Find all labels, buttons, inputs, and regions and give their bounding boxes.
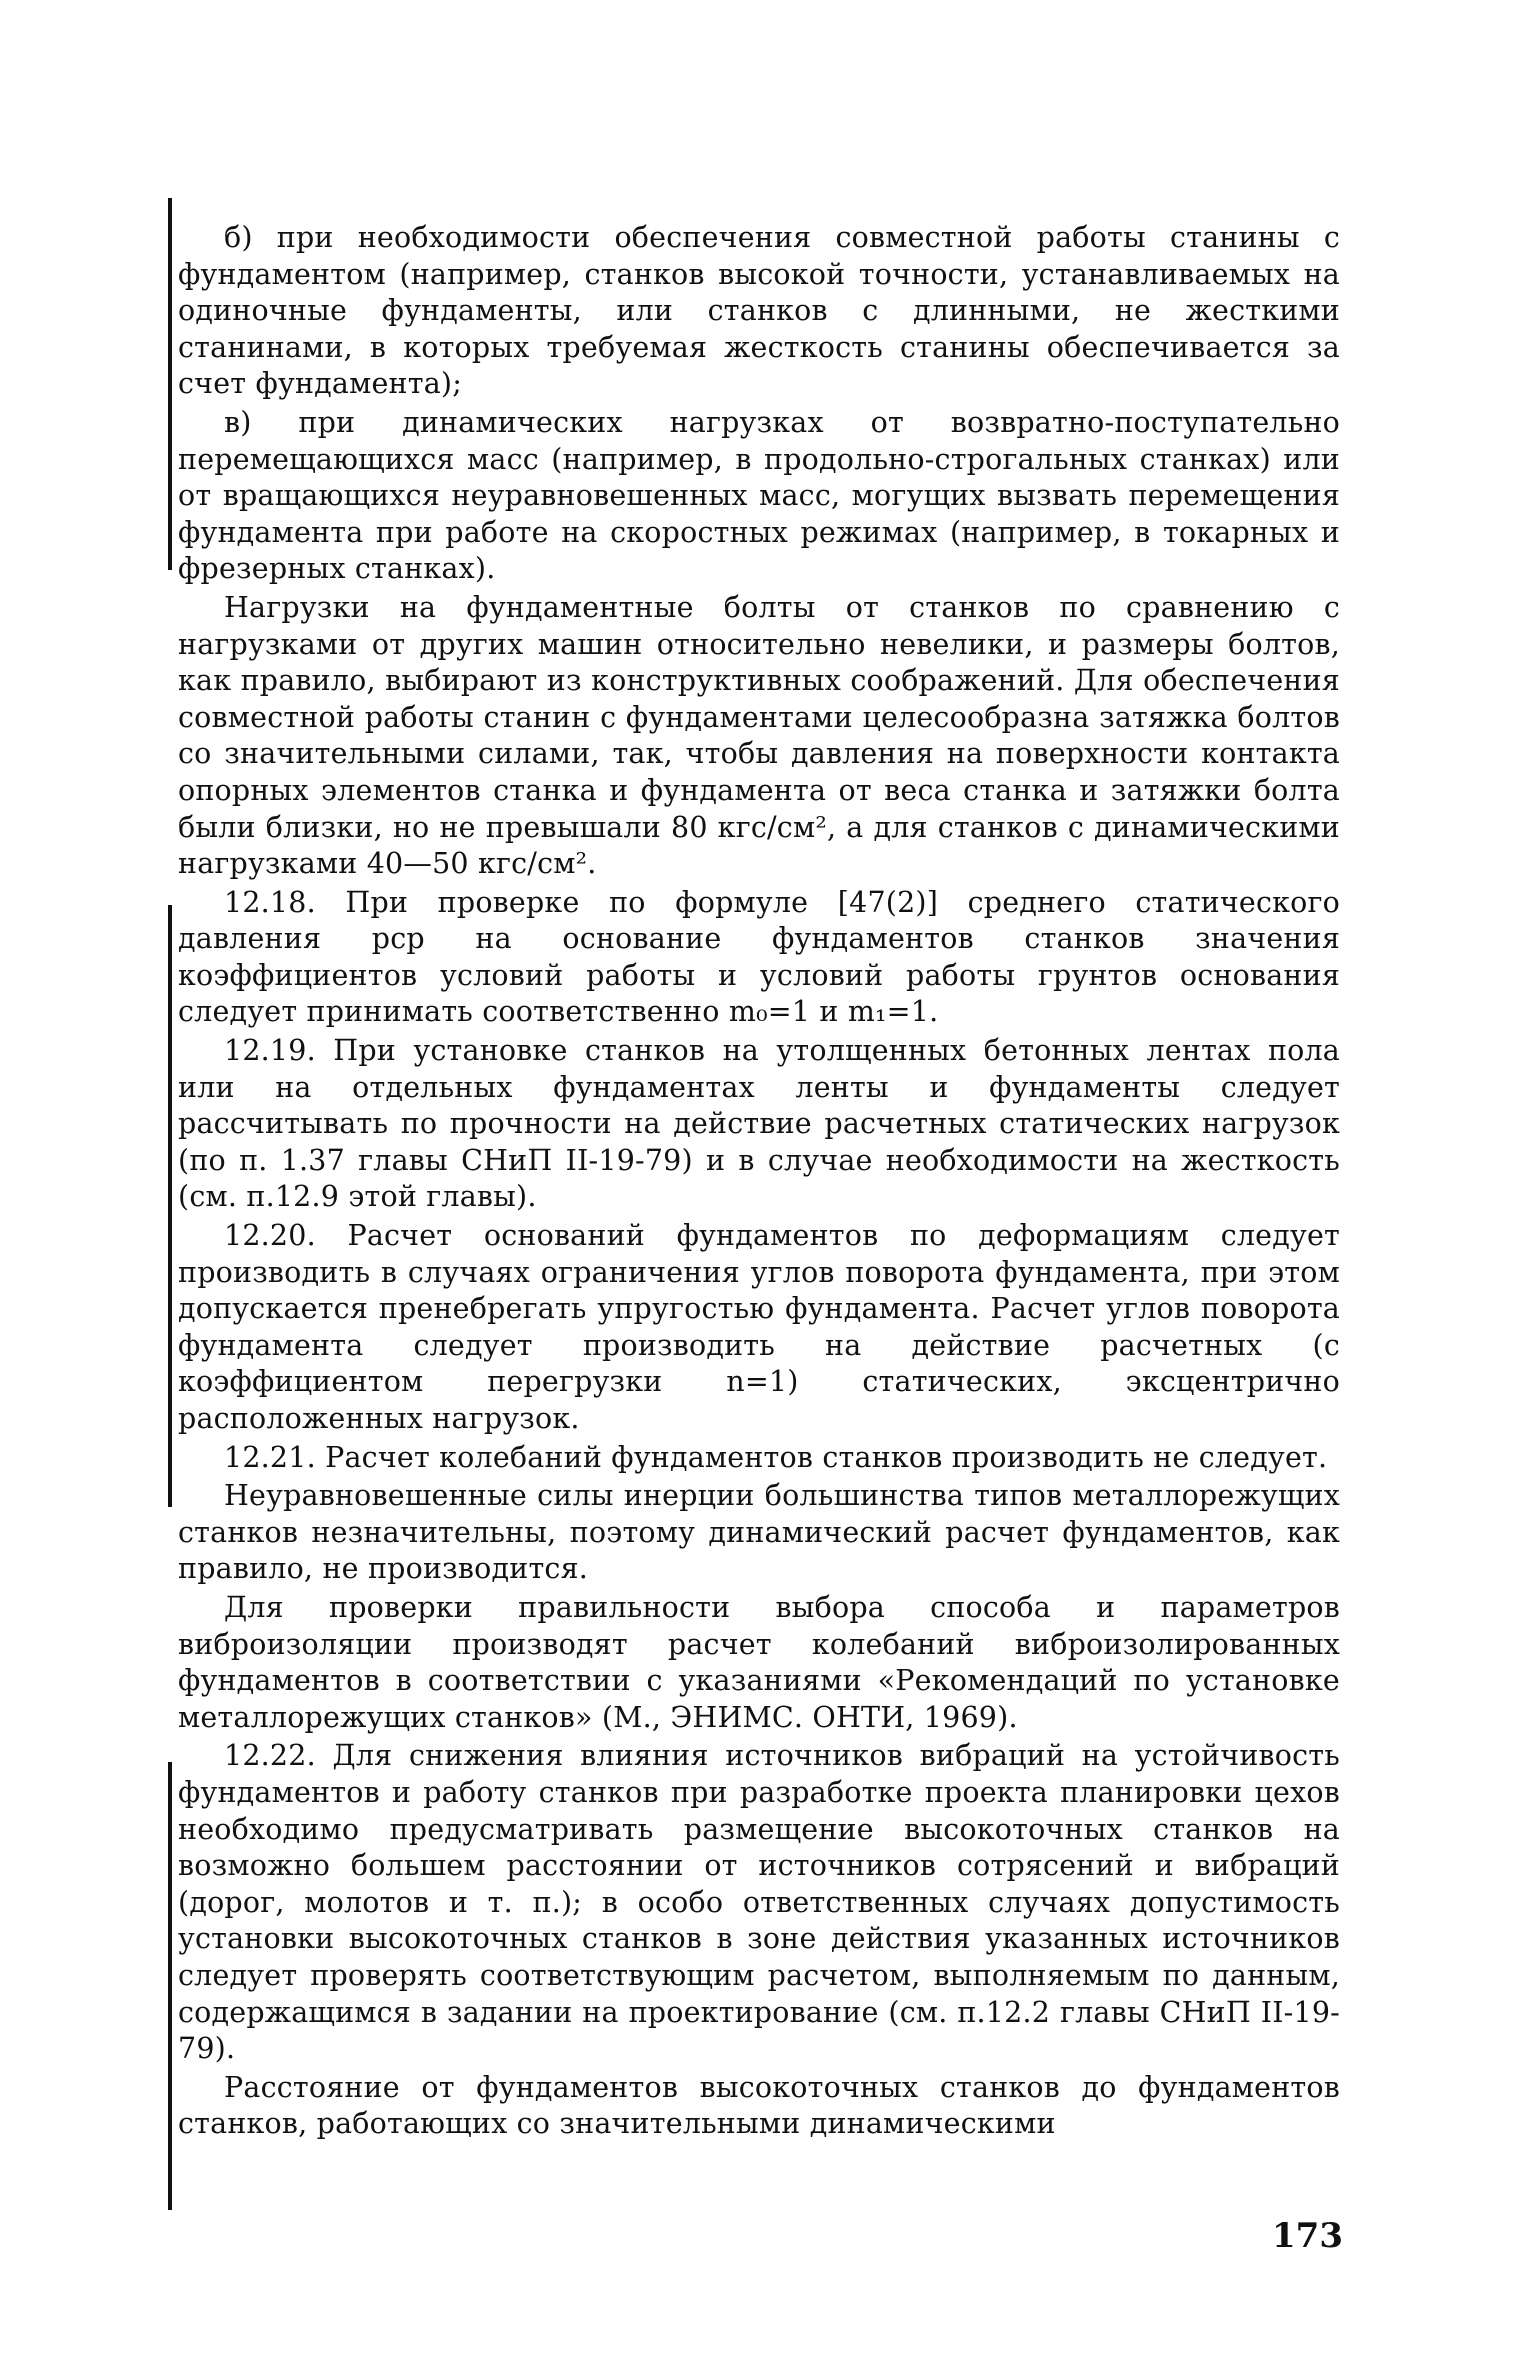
body-text: [178, 220, 1340, 2143]
paragraph-inertia-forces: Неуравновешенные силы инерции большинства типов металлорежущих станков незначительны, поэтому динамический расчет фундаментов, как правило, не производится.: [178, 1479, 1340, 1586]
paragraph-bolt-loads: Нагрузки на фундаментные болты от станков по сравнению с нагрузками от других машин относительно невелики, и размеры болтов, как правило, выбирают из конструктивных соображений. Для обеспечения совместной работы станин с фундаментами целесообразна затяжка болтов со значительными силами, так, чтобы давления на поверхности контакта опорных элементов станка и фундамента от веса станка и затяжки болта были близки, но не превышали 80 кгс/см², а для станков с динамическими нагрузками 40—50 кгс/см².: [178, 590, 1340, 881]
clause-12-21: 12.21. Расчет колебаний фундаментов станков производить не следует.: [224, 1440, 1328, 1474]
clause-12-18: 12.18. При проверке по формуле [47(2)] среднего статического давления pср на основание фундаментов станков значения коэффициентов условий работы и условий работы грунтов основания следует принимать соответственно m₀=1 и m₁=1.: [178, 885, 1340, 1029]
paragraph-vibration-isolation: Для проверки правильности выбора способа и параметров виброизоляции производят расчет колебаний виброизолированных фундаментов в соответствии с указаниями «Рекомендаций по установке металлорежущих станков» (М., ЭНИМС. ОНТИ, 1969).: [178, 1590, 1340, 1734]
clause-12-19: 12.19. При установке станков на утолщенных бетонных лентах пола или на отдельных фундаментах ленты и фундаменты следует рассчитывать по прочности на действие расчетных статических нагрузок (по п. 1.37 главы СНиП II-19-79) и в случае необходимости на жесткость (см. п.12.9 этой главы).: [178, 1034, 1340, 1214]
clause-12-22: 12.22. Для снижения влияния источников вибраций на устойчивость фундаментов и работу станков при разработке проекта планировки цехов необходимо предусматривать размещение высокоточных станков на возможно большем расстоянии от источников сотрясений и вибраций (дорог, молотов и т. п.); в особо ответственных случаях допустимость установки высокоточных станков в зоне действия указанных источников следует проверять соответствующим расчетом, выполняемым по данным, содержащимся в задании на проектирование (см. п.12.2 главы СНиП II-19-79).: [178, 1739, 1340, 2066]
margin-change-bar: [168, 198, 172, 570]
margin-change-bar: [168, 1762, 172, 2210]
paragraph-distance: Расстояние от фундаментов высокоточных станков до фундаментов станков, работающих со значительными динамическими: [178, 2070, 1340, 2141]
margin-change-bar: [168, 905, 172, 1507]
clause-12-20: 12.20. Расчет оснований фундаментов по деформациям следует производить в случаях ограничения углов поворота фундамента, при этом допускается пренебрегать упругостью фундамента. Расчет углов поворота фундамента следует производить на действие расчетных (с коэффициентом перегрузки n=1) статических, эксцентрично расположенных нагрузок.: [178, 1219, 1340, 1435]
page-number: 173: [1272, 2216, 1343, 2256]
paragraph-item-v: в) при динамических нагрузках от возвратно-поступательно перемещающихся масс (например, в продольно-строгальных станках) или от вращающихся неуравновешенных масс, могущих вызвать перемещения фундамента при работе на скоростных режимах (например, в токарных и фрезерных станках).: [178, 405, 1340, 586]
paragraph-item-b: б) при необходимости обеспечения совместной работы станины с фундаментом (например, станков высокой точности, устанавливаемых на одиночные фундаменты, или станков с длинными, не жесткими станинами, в которых требуемая жесткость станины обеспечивается за счет фундамента);: [178, 221, 1340, 401]
